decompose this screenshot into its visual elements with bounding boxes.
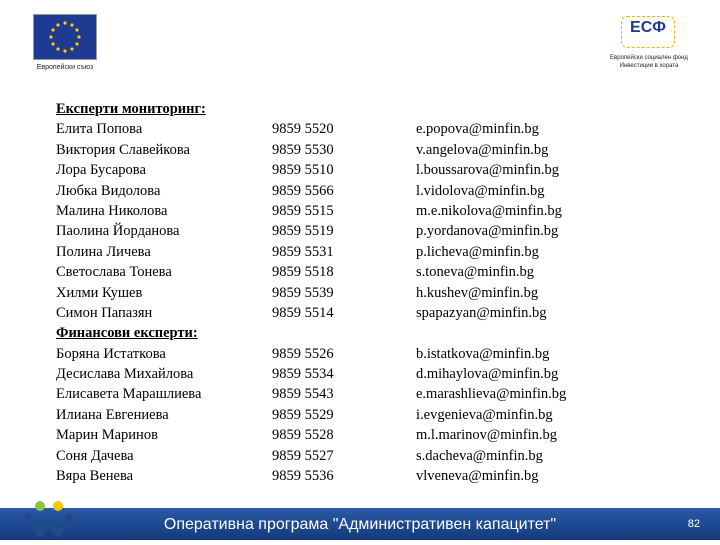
contact-row — [56, 201, 696, 221]
contact-row — [56, 425, 696, 445]
contact-row — [56, 384, 696, 404]
contact-row — [56, 160, 696, 180]
contact-phone: 9859 5514 — [272, 304, 334, 321]
section-heading-row — [56, 323, 696, 343]
contact-email[interactable]: l.vidolova@minfin.bg — [416, 182, 545, 199]
contact-phone: 9859 5529 — [272, 406, 334, 423]
contact-phone: 9859 5530 — [272, 141, 334, 158]
contact-email[interactable]: l.boussarova@minfin.bg — [416, 162, 560, 179]
contact-name: Вяра Венева — [56, 468, 134, 485]
contact-row — [56, 303, 696, 323]
contact-row — [56, 119, 696, 139]
section-financial — [56, 323, 696, 486]
contact-name: Виктория Славейкова — [56, 141, 190, 158]
slide-header — [0, 0, 720, 85]
contact-phone: 9859 5526 — [272, 345, 334, 362]
contact-phone: 9859 5534 — [272, 366, 334, 383]
contact-name: Соня Дачева — [56, 447, 134, 464]
eu-flag-icon — [33, 14, 97, 60]
contact-row — [56, 344, 696, 364]
eu-logo — [33, 14, 95, 80]
contact-name: Хилми Кушев — [56, 284, 143, 301]
contact-phone: 9859 5520 — [272, 121, 334, 138]
contact-email[interactable]: b.istatkova@minfin.bg — [416, 345, 550, 362]
contact-email[interactable]: p.licheva@minfin.bg — [416, 243, 539, 260]
contact-phone: 9859 5519 — [272, 223, 334, 240]
contact-phone: 9859 5531 — [272, 243, 334, 260]
contact-phone: 9859 5527 — [272, 447, 334, 464]
contact-email[interactable]: h.kushev@minfin.bg — [416, 284, 539, 301]
contact-row — [56, 242, 696, 262]
contacts-list — [56, 99, 696, 486]
contact-name: Елита Попова — [56, 121, 143, 138]
program-title: Оперативна програма "Административен капацитет" — [163, 516, 557, 533]
contact-phone: 9859 5539 — [272, 284, 334, 301]
contact-email[interactable]: v.angelova@minfin.bg — [416, 141, 549, 158]
contact-name: Светослава Тонева — [56, 264, 172, 281]
contact-row — [56, 446, 696, 466]
contact-email[interactable]: e.popova@minfin.bg — [416, 121, 539, 138]
page-number: 82 — [687, 518, 700, 530]
contact-name: Боряна Истаткова — [56, 345, 166, 362]
contact-row — [56, 405, 696, 425]
contact-name: Малина Николова — [56, 202, 168, 219]
contact-name: Любка Видолова — [56, 182, 161, 199]
contact-row — [56, 181, 696, 201]
contact-phone: 9859 5528 — [272, 427, 334, 444]
contact-row — [56, 140, 696, 160]
contact-name: Илиана Евгениева — [56, 406, 169, 423]
esf-badge — [621, 16, 675, 48]
contact-email[interactable]: m.e.nikolova@minfin.bg — [416, 202, 562, 219]
contact-email[interactable]: e.marashlieva@minfin.bg — [416, 386, 567, 403]
contact-phone: 9859 5536 — [272, 468, 334, 485]
contact-name: Лора Бусарова — [56, 162, 146, 179]
eu-caption: Европейски съюз — [36, 64, 94, 71]
esf-subtitle: Европейски социален фонд Инвестиции в хората — [610, 55, 688, 69]
section-heading-row — [56, 99, 696, 119]
contact-row — [56, 262, 696, 282]
contact-name: Симон Папазян — [56, 304, 153, 321]
section-title: Експерти мониторинг: — [56, 101, 206, 117]
contact-email[interactable]: s.dacheva@minfin.bg — [416, 447, 543, 464]
contact-row — [56, 466, 696, 486]
section-title: Финансови експерти: — [56, 325, 198, 342]
contact-phone: 9859 5543 — [272, 386, 334, 403]
esf-title: ЕСФ — [630, 19, 666, 36]
contact-email[interactable]: s.toneva@minfin.bg — [416, 264, 535, 281]
contact-row — [56, 221, 696, 241]
contact-name: Елисавета Марашлиева — [56, 386, 202, 403]
contact-email[interactable]: vlveneva@minfin.bg — [416, 468, 539, 485]
section-monitoring — [56, 99, 696, 323]
contact-phone: 9859 5510 — [272, 162, 334, 179]
contact-email[interactable]: spapazyan@minfin.bg — [416, 304, 547, 321]
contact-row — [56, 364, 696, 384]
contact-phone: 9859 5515 — [272, 202, 334, 219]
contact-name: Паолина Йорданова — [56, 223, 180, 240]
program-logo-icon — [18, 498, 78, 540]
contact-name: Полина Личева — [56, 243, 151, 260]
contact-row — [56, 283, 696, 303]
contact-email[interactable]: i.evgenieva@minfin.bg — [416, 406, 553, 423]
contact-phone: 9859 5566 — [272, 182, 334, 199]
contact-email[interactable]: p.yordanova@minfin.bg — [416, 223, 559, 240]
contact-email[interactable]: d.mihaylova@minfin.bg — [416, 366, 559, 383]
contact-phone: 9859 5518 — [272, 264, 334, 281]
esf-logo — [594, 10, 704, 80]
contact-name: Марин Маринов — [56, 427, 158, 444]
contact-email[interactable]: m.l.marinov@minfin.bg — [416, 427, 558, 444]
slide-footer — [0, 508, 720, 540]
contact-name: Десислава Михайлова — [56, 366, 194, 383]
